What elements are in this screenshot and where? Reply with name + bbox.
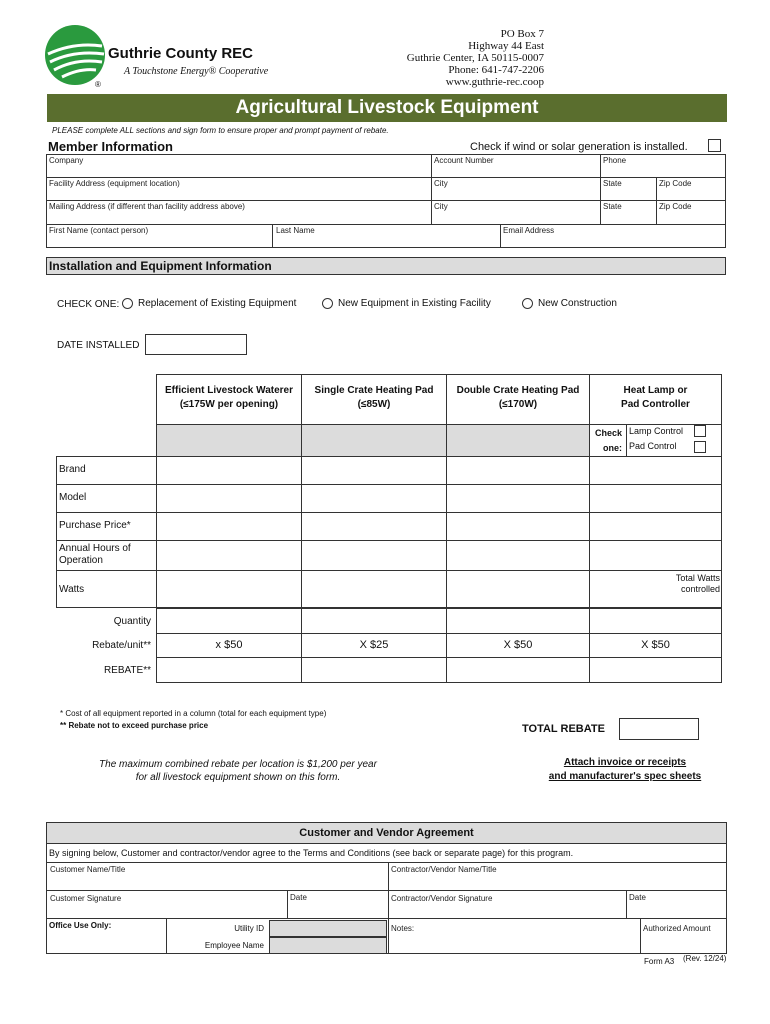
address-line: www.guthrie-rec.coop bbox=[445, 76, 544, 88]
notes-field[interactable]: Notes: bbox=[391, 924, 415, 933]
authorized-amount-field[interactable]: Authorized Amount bbox=[643, 924, 711, 933]
radio-icon[interactable] bbox=[322, 298, 333, 309]
col-header-controller: Heat Lamp or Pad Controller bbox=[589, 374, 722, 425]
mailing-city-field[interactable]: City bbox=[434, 202, 448, 211]
rate-waterer: x $50 bbox=[215, 639, 243, 651]
total-rebate-label: TOTAL REBATE bbox=[522, 723, 605, 735]
account-field[interactable]: Account Number bbox=[434, 156, 494, 165]
lamp-control-label: Lamp Control bbox=[629, 426, 684, 436]
office-use-label: Office Use Only: bbox=[49, 921, 112, 930]
rebate-note: ** Rebate not to exceed purchase price bbox=[60, 721, 209, 730]
vendor-date-field[interactable]: Date bbox=[629, 893, 646, 902]
install-heading: Installation and Equipment Information bbox=[46, 257, 726, 275]
customer-date-field[interactable]: Date bbox=[290, 893, 307, 902]
radio-icon[interactable] bbox=[122, 298, 133, 309]
state-field[interactable]: State bbox=[603, 179, 622, 188]
city-field[interactable]: City bbox=[434, 179, 448, 188]
option-new-construction[interactable] bbox=[522, 298, 617, 309]
member-heading: Member Information bbox=[48, 139, 173, 154]
total-rebate-input[interactable] bbox=[619, 718, 699, 740]
employee-name-input[interactable] bbox=[269, 937, 387, 954]
utility-id-label: Utility ID bbox=[234, 924, 264, 933]
form-number: Form A3 bbox=[644, 957, 675, 966]
pad-control-label: Pad Control bbox=[629, 441, 677, 451]
row-brand: Brand bbox=[59, 464, 86, 475]
mailing-zip-field[interactable]: Zip Code bbox=[659, 202, 692, 211]
phone-field[interactable]: Phone bbox=[603, 156, 627, 165]
address-block bbox=[384, 28, 544, 88]
wind-solar-label: Check if wind or solar generation is installed. bbox=[470, 141, 688, 153]
first-name-field[interactable]: First Name (contact person) bbox=[49, 226, 149, 235]
row-rebate-unit: Rebate/unit** bbox=[92, 640, 151, 651]
col-header-double-pad: Double Crate Heating Pad (≤170W) bbox=[446, 374, 590, 425]
rate-double-pad: X $50 bbox=[503, 639, 533, 651]
date-installed-label: DATE INSTALLED bbox=[57, 340, 140, 351]
registered-mark: ® bbox=[95, 80, 101, 89]
mailing-state-field[interactable]: State bbox=[603, 202, 622, 211]
agreement-text: By signing below, Customer and contractor/vendor agree to the Terms and Conditions (see back or separate page) for this program. bbox=[49, 848, 574, 858]
employee-name-label: Employee Name bbox=[204, 941, 264, 950]
row-model: Model bbox=[59, 492, 87, 503]
option-label: New Construction bbox=[538, 298, 617, 310]
row-price: Purchase Price* bbox=[59, 520, 131, 531]
radio-icon[interactable] bbox=[522, 298, 533, 309]
customer-signature-field[interactable]: Customer Signature bbox=[50, 894, 122, 903]
vendor-name-field[interactable]: Contractor/Vendor Name/Title bbox=[391, 865, 497, 874]
instruction-text: PLEASE complete ALL sections and sign form to ensure proper and prompt payment of rebate. bbox=[52, 126, 389, 135]
date-installed-input[interactable] bbox=[145, 334, 247, 355]
org-name: Guthrie County REC bbox=[108, 45, 253, 62]
check-one-label: CHECK ONE: bbox=[57, 299, 120, 310]
attach-note: Attach invoice or receipts and manufacturer's spec sheets bbox=[548, 757, 702, 782]
row-quantity: Quantity bbox=[113, 616, 151, 627]
company-field[interactable]: Company bbox=[49, 156, 84, 165]
logo-icon bbox=[44, 24, 106, 86]
address-line: Phone: 641-747-2206 bbox=[448, 64, 544, 76]
mailing-address-field[interactable]: Mailing Address (if different than facility address above) bbox=[49, 202, 245, 211]
facility-address-field[interactable]: Facility Address (equipment location) bbox=[49, 179, 180, 188]
vendor-signature-field[interactable]: Contractor/Vendor Signature bbox=[391, 894, 493, 903]
total-watts-label: Total Watts controlled bbox=[675, 573, 720, 594]
row-hours: Annual Hours of Operation bbox=[59, 543, 131, 566]
address-line: PO Box 7 bbox=[500, 28, 544, 40]
option-label: New Equipment in Existing Facility bbox=[338, 298, 491, 310]
col-header-single-pad: Single Crate Heating Pad (≤85W) bbox=[301, 374, 447, 425]
row-watts: Watts bbox=[59, 584, 85, 595]
wind-solar-checkbox[interactable] bbox=[708, 139, 721, 152]
pad-control-checkbox[interactable] bbox=[694, 441, 706, 453]
option-new-existing[interactable] bbox=[322, 298, 491, 309]
option-label: Replacement of Existing Equipment bbox=[138, 298, 297, 310]
check-one-controller: Check one: bbox=[594, 428, 622, 453]
max-rebate-note: The maximum combined rebate per location is $1,200 per year for all livestock equipment shown on this form. bbox=[99, 759, 377, 783]
lamp-control-checkbox[interactable] bbox=[694, 425, 706, 437]
revision: (Rev. 12/24) bbox=[683, 954, 727, 963]
customer-name-field[interactable]: Customer Name/Title bbox=[50, 865, 126, 874]
option-replacement[interactable] bbox=[122, 298, 296, 309]
rate-controller: X $50 bbox=[641, 639, 670, 651]
page-title: Agricultural Livestock Equipment bbox=[47, 94, 727, 122]
col-header-waterer: Efficient Livestock Waterer (≤175W per opening) bbox=[156, 374, 302, 425]
rate-single-pad: X $25 bbox=[359, 639, 389, 651]
email-field[interactable]: Email Address bbox=[503, 226, 555, 235]
cost-note: * Cost of all equipment reported in a column (total for each equipment type) bbox=[60, 709, 327, 718]
row-rebate: REBATE** bbox=[103, 665, 151, 676]
agreement-heading: Customer and Vendor Agreement bbox=[46, 822, 727, 844]
org-tagline: A Touchstone Energy® Cooperative bbox=[124, 66, 269, 77]
utility-id-input[interactable] bbox=[269, 920, 387, 937]
zip-field[interactable]: Zip Code bbox=[659, 179, 692, 188]
address-line: Highway 44 East bbox=[468, 40, 544, 52]
last-name-field[interactable]: Last Name bbox=[276, 226, 315, 235]
address-line: Guthrie Center, IA 50115-0007 bbox=[406, 52, 544, 64]
